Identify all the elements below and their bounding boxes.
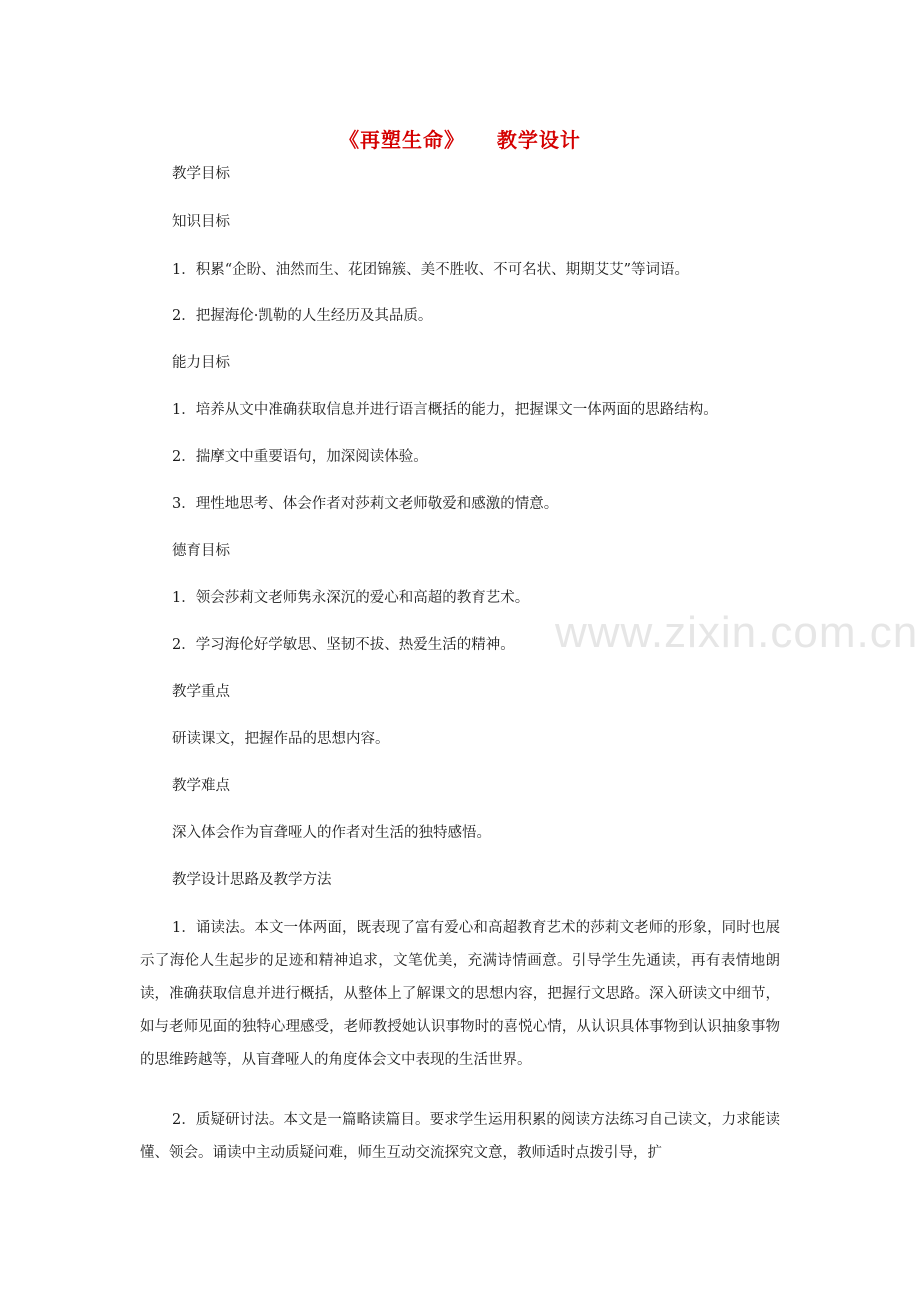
- moral-item-1: 1．领会莎莉文老师隽永深沉的爱心和高超的教育艺术。: [172, 590, 530, 606]
- moral-item-2: 2．学习海伦好学敏思、坚韧不拔、热爱生活的精神。: [172, 637, 515, 653]
- ability-item-2: 2．揣摩文中重要语句，加深阅读体验。: [172, 449, 428, 465]
- heading-moral-goals: 德育目标: [172, 543, 230, 559]
- ability-item-3: 3．理性地思考、体会作者对莎莉文老师敬爱和感激的情意。: [172, 496, 559, 512]
- heading-design-methods: 教学设计思路及教学方法: [172, 872, 332, 888]
- knowledge-item-2: 2．把握海伦·凯勒的人生经历及其品质。: [172, 308, 433, 324]
- watermark: www.zixin.com.cn: [555, 608, 919, 657]
- key-points-text: 研读课文，把握作品的思想内容。: [172, 731, 390, 747]
- method-paragraph-2: 2．质疑研讨法。本文是一篇略读篇目。要求学生运用积累的阅读方法练习自己读文，力求能读懂、领会。诵读中主动质疑问难，师生互动交流探究文意，教师适时点拨引导，扩: [140, 1112, 780, 1161]
- method-paragraph-1: 1．诵读法。本文一体两面，既表现了富有爱心和高超教育艺术的莎莉文老师的形象，同时也展示了海伦人生起步的足迹和精神追求，文笔优美，充满诗情画意。引导学生先通读，再有表情地朗读，准确获取信息并进行概括，从整体上了解课文的思想内容，把握行文思路。深入研读文中细节，如与老师见面的独特心理感受，老师教授她认识事物时的喜悦心情，从认识具体事物到认识抽象事物的思维跨越等，从盲聋哑人的角度体会文中表现的生活世界。: [140, 920, 780, 1068]
- heading-difficult-points: 教学难点: [172, 778, 230, 794]
- page-title: 《再塑生命》 教学设计: [339, 128, 581, 152]
- knowledge-item-1: 1．积累“企盼、油然而生、花团锦簇、美不胜收、不可名状、期期艾艾”等词语。: [172, 262, 690, 278]
- heading-knowledge-goals: 知识目标: [172, 214, 230, 230]
- difficult-points-text: 深入体会作为盲聋哑人的作者对生活的独特感悟。: [172, 825, 491, 841]
- heading-key-points: 教学重点: [172, 684, 230, 700]
- heading-teaching-goals: 教学目标: [172, 166, 230, 182]
- heading-ability-goals: 能力目标: [172, 355, 230, 371]
- ability-item-1: 1．培养从文中准确获取信息并进行语言概括的能力，把握课文一体两面的思路结构。: [172, 402, 718, 418]
